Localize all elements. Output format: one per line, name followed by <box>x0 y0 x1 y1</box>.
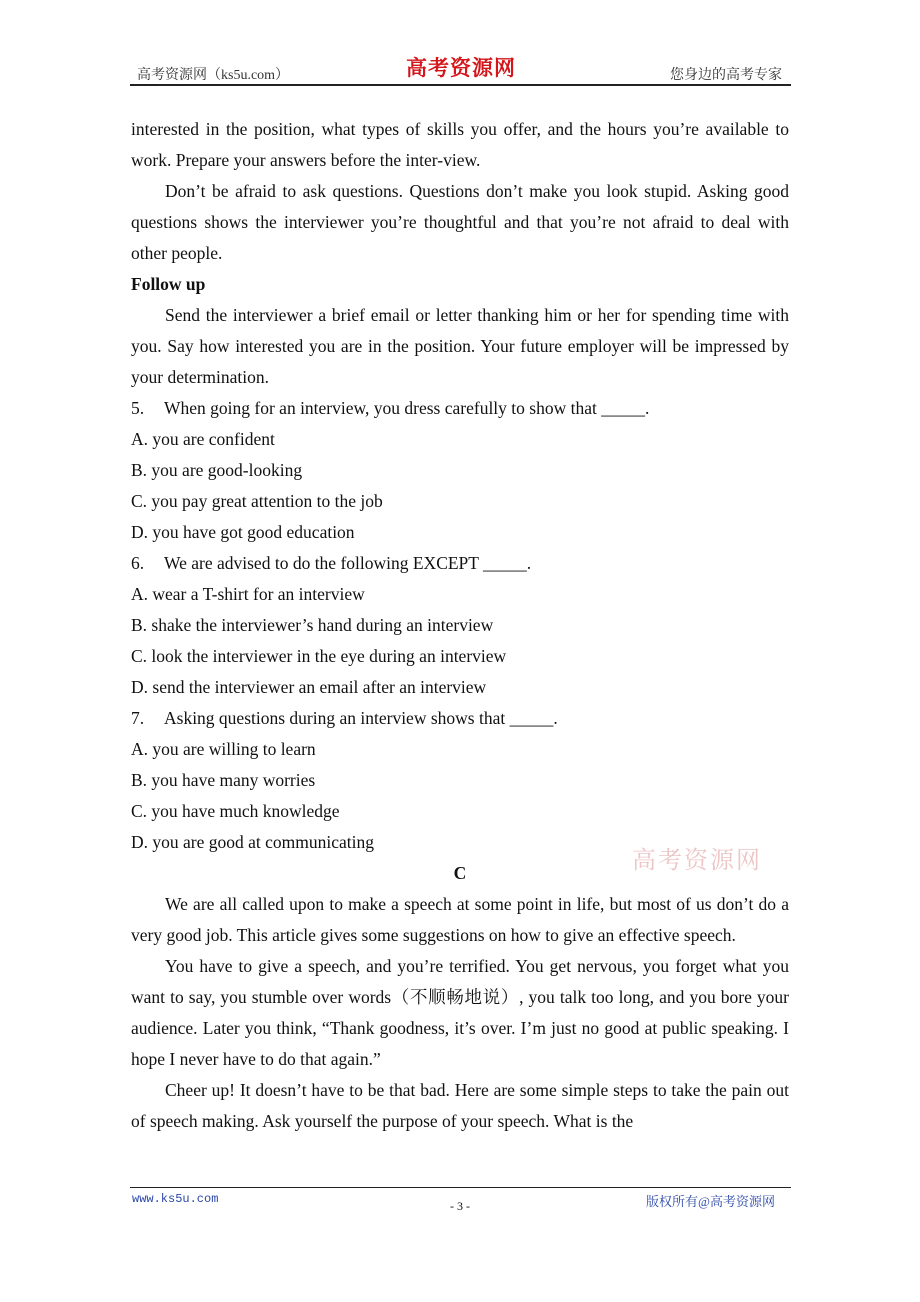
question-5-option-a: A. you are confident <box>131 429 275 449</box>
footer-divider <box>130 1187 791 1188</box>
passage-c-paragraph-2: You have to give a speech, and you’re terrified. You get nervous, you forget what you want to say, you stumble over words（不顺畅地说）, you talk too long, and you bore your audience. Later you think, “Thank goodness, it’s over. I’m just no good at public speaking. I hope I never have to do that again.” <box>131 956 789 1069</box>
passage-c-paragraph-1: We are all called upon to make a speech at some point in life, but most of us don’t do a very good job. This article gives some suggestions on how to give an effective speech. <box>131 894 789 945</box>
question-7-option-d: D. you are good at communicating <box>131 832 374 852</box>
question-7-option-c: C. you have much knowledge <box>131 801 340 821</box>
question-6-option-a: A. wear a T-shirt for an interview <box>131 584 365 604</box>
section-label-c: C <box>453 863 467 883</box>
document-body <box>131 114 789 1137</box>
passage-b-paragraph-2: Don’t be afraid to ask questions. Questions don’t make you look stupid. Asking good questions shows the interviewer you’re thoughtful and that you’re not afraid to deal with other people. <box>131 181 789 263</box>
question-6 <box>131 548 789 579</box>
question-5-option-d: D. you have got good education <box>131 522 355 542</box>
question-7-option-a: A. you are willing to learn <box>131 739 316 759</box>
question-number: 6. <box>131 553 145 573</box>
passage-c-paragraph-3: Cheer up! It doesn’t have to be that bad. Here are some simple steps to take the pain out of speech making. Ask yourself the purpose of your speech. What is the <box>131 1080 789 1131</box>
question-7 <box>131 703 789 734</box>
footer-copyright: 版权所有@高考资源网 <box>646 1194 775 1209</box>
header-site-name: 高考资源网（ks5u.com） <box>137 68 290 83</box>
question-6-option-c: C. look the interviewer in the eye during an interview <box>131 646 507 666</box>
question-6-option-b: B. shake the interviewer’s hand during an interview <box>131 615 494 635</box>
header-logo: 高考资源网 <box>406 55 516 80</box>
header-divider <box>130 84 791 86</box>
question-6-option-d: D. send the interviewer an email after an interview <box>131 677 487 697</box>
question-5-option-c: C. you pay great attention to the job <box>131 491 383 511</box>
section-heading-follow-up: Follow up <box>131 274 206 294</box>
question-5 <box>131 393 789 424</box>
passage-b-paragraph-3: Send the interviewer a brief email or letter thanking him or her for spending time with you. Say how interested you are in the position. Your future employer will be impressed by your determination. <box>131 305 789 387</box>
question-stem: When going for an interview, you dress carefully to show that _____. <box>164 398 650 418</box>
question-5-option-b: B. you are good-looking <box>131 460 303 480</box>
question-number: 5. <box>131 398 145 418</box>
question-stem: Asking questions during an interview shows that _____. <box>164 708 558 728</box>
passage-b-paragraph-1: interested in the position, what types of skills you offer, and the hours you’re available to work. Prepare your answers before the inter-view. <box>131 119 789 170</box>
header-slogan: 您身边的高考专家 <box>670 68 782 83</box>
question-number: 7. <box>131 708 145 728</box>
footer-website-link[interactable]: www.ks5u.com <box>132 1192 219 1206</box>
watermark-logo: 高考资源网 <box>632 846 762 874</box>
question-stem: We are advised to do the following EXCEPT _____. <box>164 553 532 573</box>
page-number: - 3 - <box>450 1199 470 1213</box>
question-7-option-b: B. you have many worries <box>131 770 316 790</box>
